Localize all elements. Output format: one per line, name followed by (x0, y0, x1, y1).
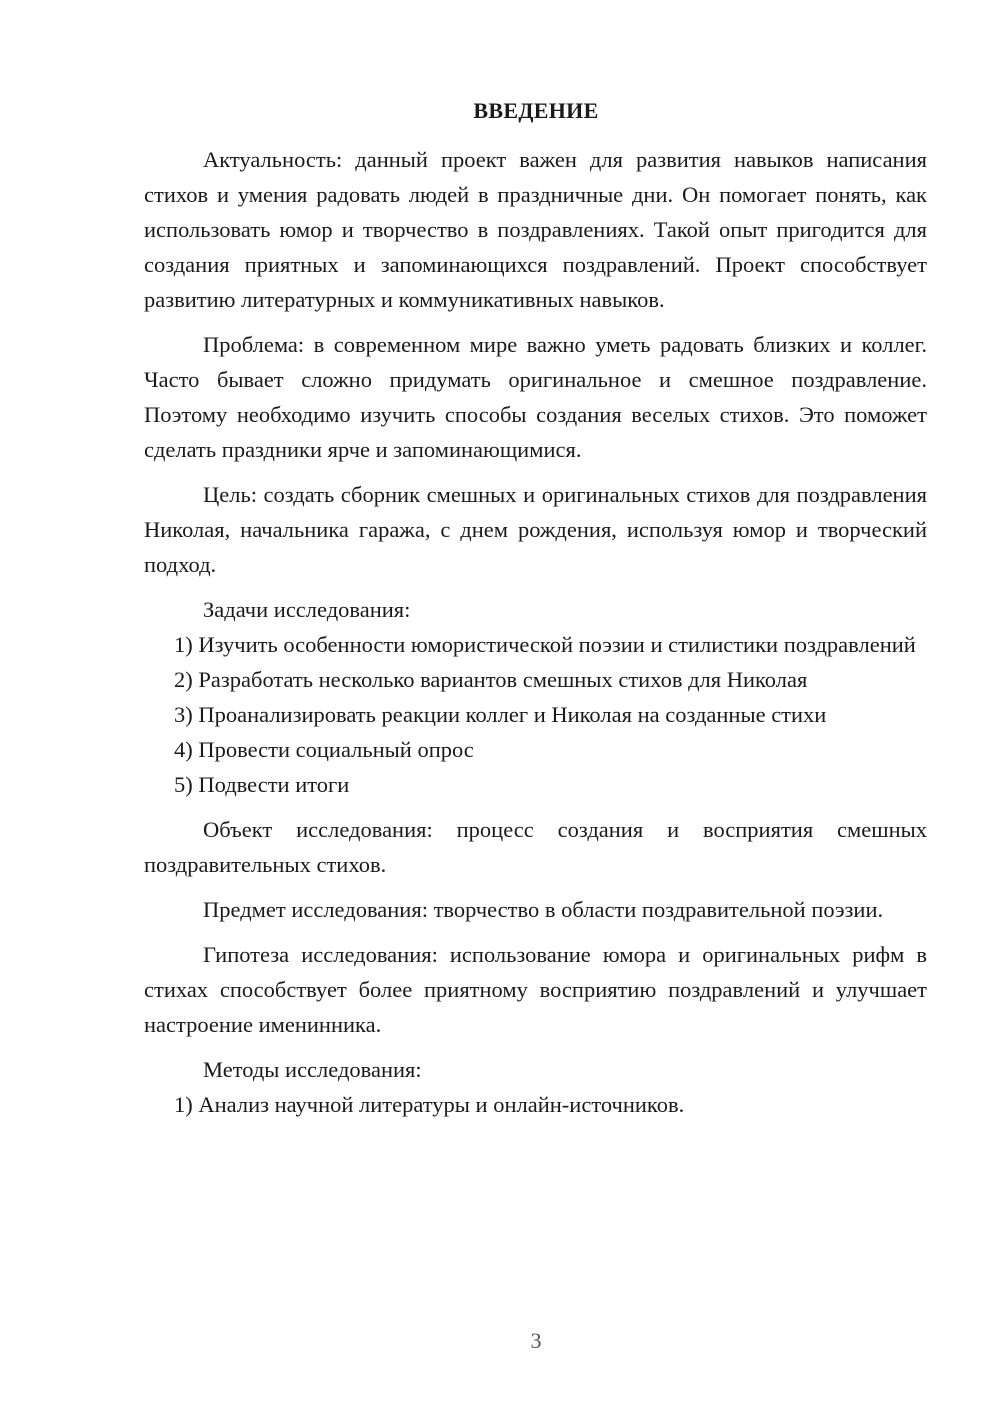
paragraph-object: Объект исследования: процесс создания и восприятия смешных поздравительных стихов. (144, 817, 927, 877)
paragraph-relevance: Актуальность: данный проект важен для развития навыков написания стихов и умения радовать людей в праздничные дни. Он помогает понять, как использовать юмор и творчество в поздравлениях. Такой опыт пригодится для создания приятных и запоминающихся поздравлений. Проект способствует развитию литературных и коммуникативных навыков. (144, 147, 927, 312)
list-item-method-1: 1) Анализ научной литературы и онлайн-источников. (174, 1092, 685, 1117)
methods-heading: Методы исследования: (203, 1057, 422, 1082)
paragraph-subject: Предмет исследования: творчество в области поздравительной поэзии. (203, 897, 884, 922)
page-number: 3 (530, 1328, 542, 1353)
paragraph-hypothesis: Гипотеза исследования: использование юмора и оригинальных рифм в стихах способствует более приятному восприятию поздравлений и улучшает настроение именинника. (144, 942, 927, 1037)
list-item-task-4: 4) Провести социальный опрос (174, 737, 474, 762)
list-item-task-3: 3) Проанализировать реакции коллег и Николая на созданные стихи (174, 702, 827, 727)
paragraph-goal: Цель: создать сборник смешных и оригинальных стихов для поздравления Николая, начальника гаража, с днем рождения, используя юмор и творческий подход. (144, 482, 927, 577)
tasks-heading: Задачи исследования: (203, 597, 411, 622)
page-title: ВВЕДЕНИЕ (473, 98, 599, 123)
paragraph-problem: Проблема: в современном мире важно уметь радовать близких и коллег. Часто бывает сложно придумать оригинальное и смешное поздравление. Поэтому необходимо изучить способы создания веселых стихов. Это поможет сделать праздники ярче и запоминающимися. (144, 332, 927, 462)
document-body (144, 142, 927, 1122)
list-item-task-2: 2) Разработать несколько вариантов смешных стихов для Николая (174, 667, 808, 692)
list-item-task-1: 1) Изучить особенности юмористической поэзии и стилистики поздравлений (174, 632, 916, 657)
list-item-task-5: 5) Подвести итоги (174, 772, 350, 797)
